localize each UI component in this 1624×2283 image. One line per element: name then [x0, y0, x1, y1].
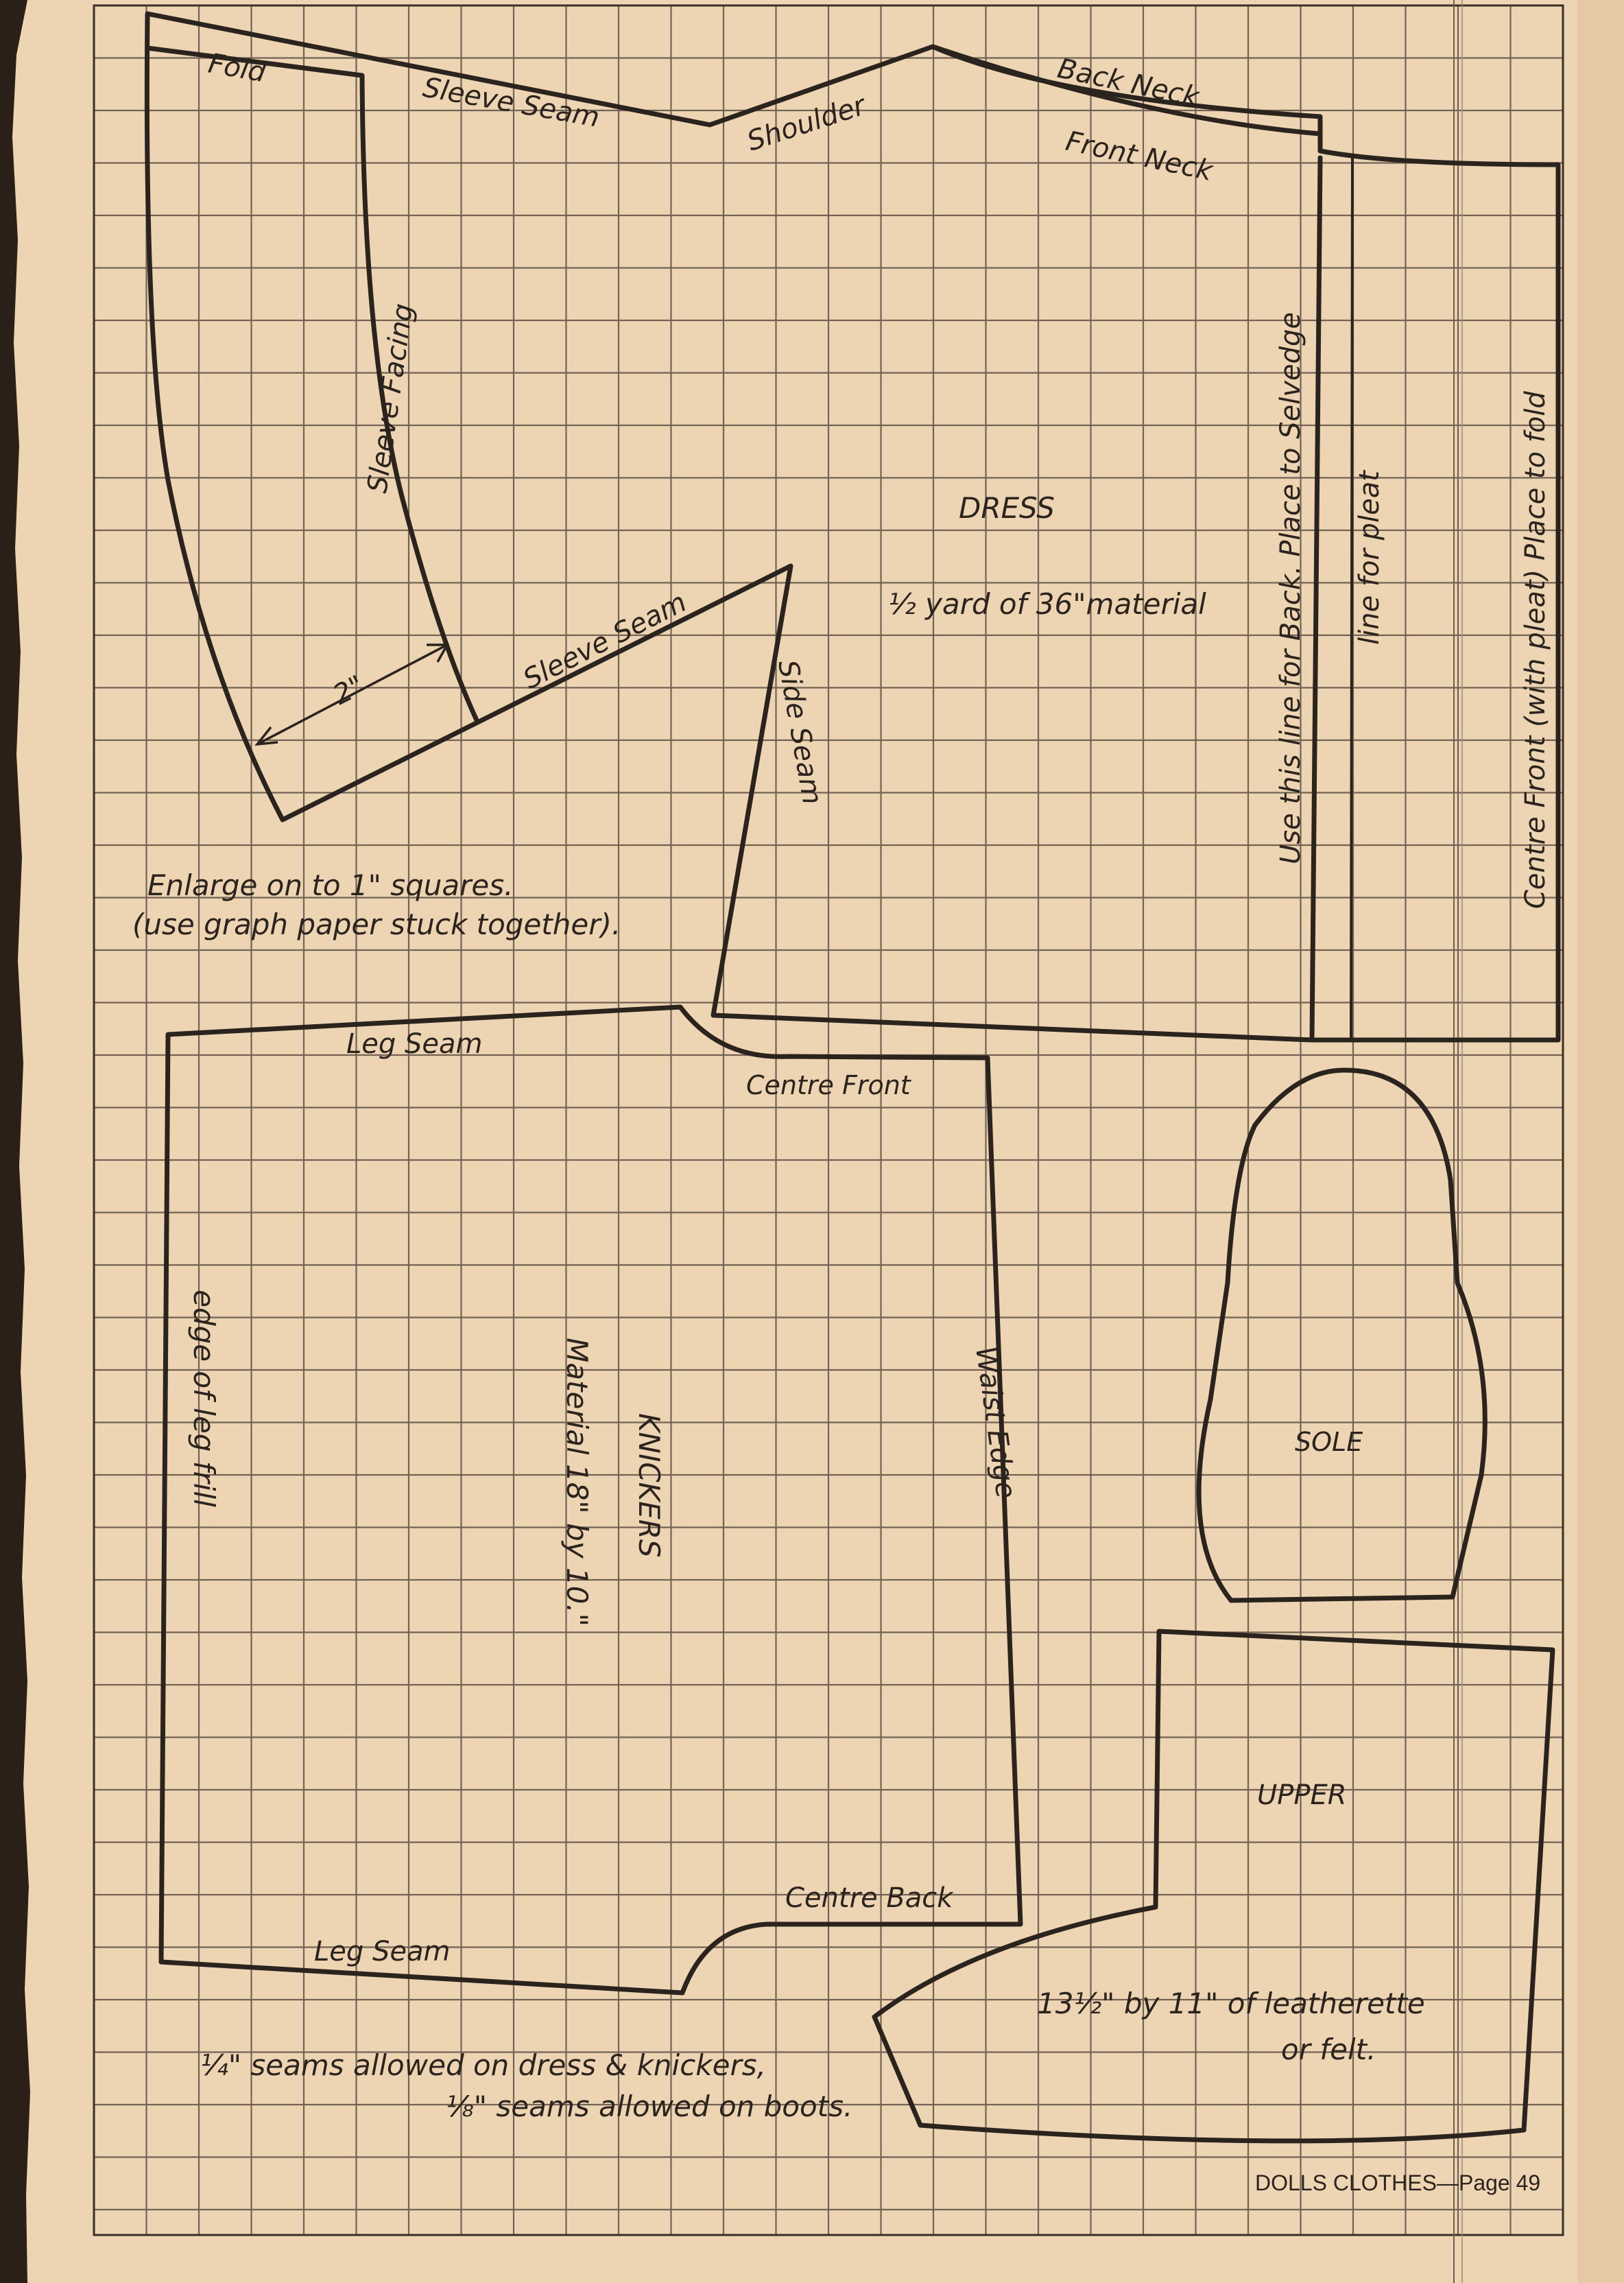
sleeve-seam-lower-label: Sleeve Seam	[518, 586, 692, 696]
pleat-label: line for pleat	[1354, 471, 1385, 645]
upper-label: UPPER	[1257, 1779, 1347, 1811]
sleeve-seam-top-label: Sleeve Seam	[420, 71, 602, 134]
leg-seam-bottom-label: Leg Seam	[314, 1936, 451, 1967]
paper-edge-shade	[1577, 0, 1624, 2283]
centre-back-label: Centre Back	[785, 1882, 953, 1914]
sleeve-facing-label: Sleeve Facing	[361, 301, 420, 495]
shoulder-label: Shoulder	[743, 89, 870, 158]
sole-label: SOLE	[1295, 1427, 1363, 1457]
leg-frill-label: edge of leg frill	[187, 1290, 221, 1507]
waist-edge-label: Waist Edge	[969, 1344, 1022, 1501]
paper-sheet	[12, 0, 1624, 2283]
front-neck-label: Front Neck	[1062, 125, 1216, 187]
leg-seam-top-label: Leg Seam	[346, 1028, 483, 1060]
centre-front-knickers-label: Centre Front	[746, 1070, 911, 1100]
knickers-title: KNICKERS	[632, 1413, 666, 1558]
enlarge-instruction-2: (use graph paper stuck together).	[132, 908, 621, 941]
page-footer: DOLLS CLOTHES—Page 49	[1255, 2170, 1541, 2195]
facing-width-label: 2"	[328, 670, 370, 711]
boot-material-2: or felt.	[1281, 2033, 1376, 2066]
fold-label: Fold	[206, 47, 268, 89]
knickers-material: Material 18" by 10."	[560, 1338, 594, 1627]
seams-note-2: ⅛" seams allowed on boots.	[446, 2090, 853, 2123]
dress-title: DRESS	[959, 491, 1055, 525]
selvedge-label: Use this line for Back. Place to Selvedge	[1275, 311, 1306, 864]
seams-note-1: ¼" seams allowed on dress & knickers,	[200, 2048, 766, 2082]
enlarge-instruction-1: Enlarge on to 1" squares.	[147, 868, 514, 902]
back-neck-label: Back Neck	[1054, 52, 1202, 114]
side-seam-label: Side Seam	[772, 657, 828, 807]
pleat-line	[1351, 158, 1352, 1040]
boot-material-1: 13½" by 11" of leatherette	[1037, 1987, 1425, 2020]
centre-front-dress-label: Centre Front (with pleat) Place to fold	[1520, 391, 1551, 909]
dress-material: ½ yard of 36"material	[888, 587, 1206, 621]
